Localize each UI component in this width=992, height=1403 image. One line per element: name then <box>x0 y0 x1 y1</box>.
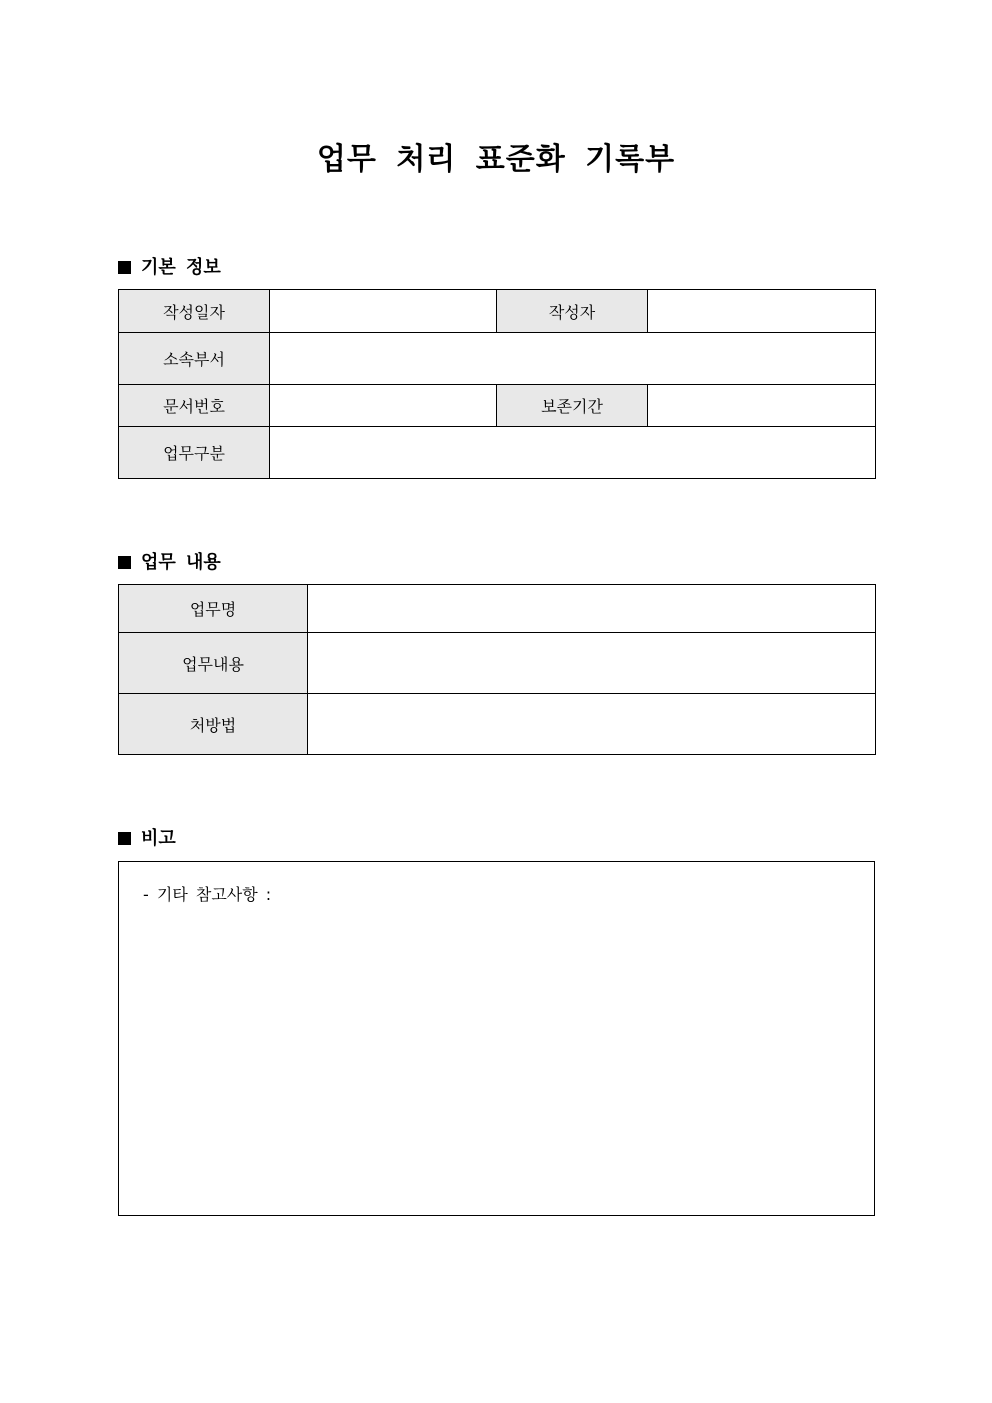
work-name-label: 업무명 <box>119 585 308 633</box>
remarks-box[interactable] <box>118 861 875 1216</box>
section-heading-content <box>118 548 221 574</box>
square-bullet-icon <box>118 556 131 569</box>
retention-label: 보존기간 <box>497 385 648 427</box>
work-content-table <box>118 584 876 755</box>
section-heading-remarks-text: 비고 <box>141 828 176 849</box>
author-label: 작성자 <box>497 290 648 333</box>
remarks-note: - 기타 참고사항 : <box>143 885 272 904</box>
dept-label: 소속부서 <box>119 333 270 385</box>
docno-field[interactable] <box>270 385 497 427</box>
table-row <box>119 694 876 755</box>
section-heading-content-text: 업무 내용 <box>141 552 221 573</box>
table-row <box>119 290 876 333</box>
method-field[interactable] <box>308 694 876 755</box>
date-label: 작성일자 <box>119 290 270 333</box>
date-field[interactable] <box>270 290 497 333</box>
work-name-field[interactable] <box>308 585 876 633</box>
table-row <box>119 333 876 385</box>
section-heading-remarks <box>118 824 176 850</box>
work-detail-label: 업무내용 <box>119 633 308 694</box>
table-row <box>119 385 876 427</box>
category-label: 업무구분 <box>119 427 270 479</box>
retention-field[interactable] <box>648 385 876 427</box>
table-row <box>119 427 876 479</box>
basic-info-table <box>118 289 876 479</box>
square-bullet-icon <box>118 832 131 845</box>
docno-label: 문서번호 <box>119 385 270 427</box>
section-heading-basic-text: 기본 정보 <box>141 257 221 278</box>
document-title: 업무 처리 표준화 기록부 <box>316 142 676 177</box>
square-bullet-icon <box>118 261 131 274</box>
table-row <box>119 633 876 694</box>
author-field[interactable] <box>648 290 876 333</box>
category-field[interactable] <box>270 427 876 479</box>
work-detail-field[interactable] <box>308 633 876 694</box>
table-row <box>119 585 876 633</box>
method-label: 처방법 <box>119 694 308 755</box>
section-heading-basic <box>118 253 221 279</box>
dept-field[interactable] <box>270 333 876 385</box>
